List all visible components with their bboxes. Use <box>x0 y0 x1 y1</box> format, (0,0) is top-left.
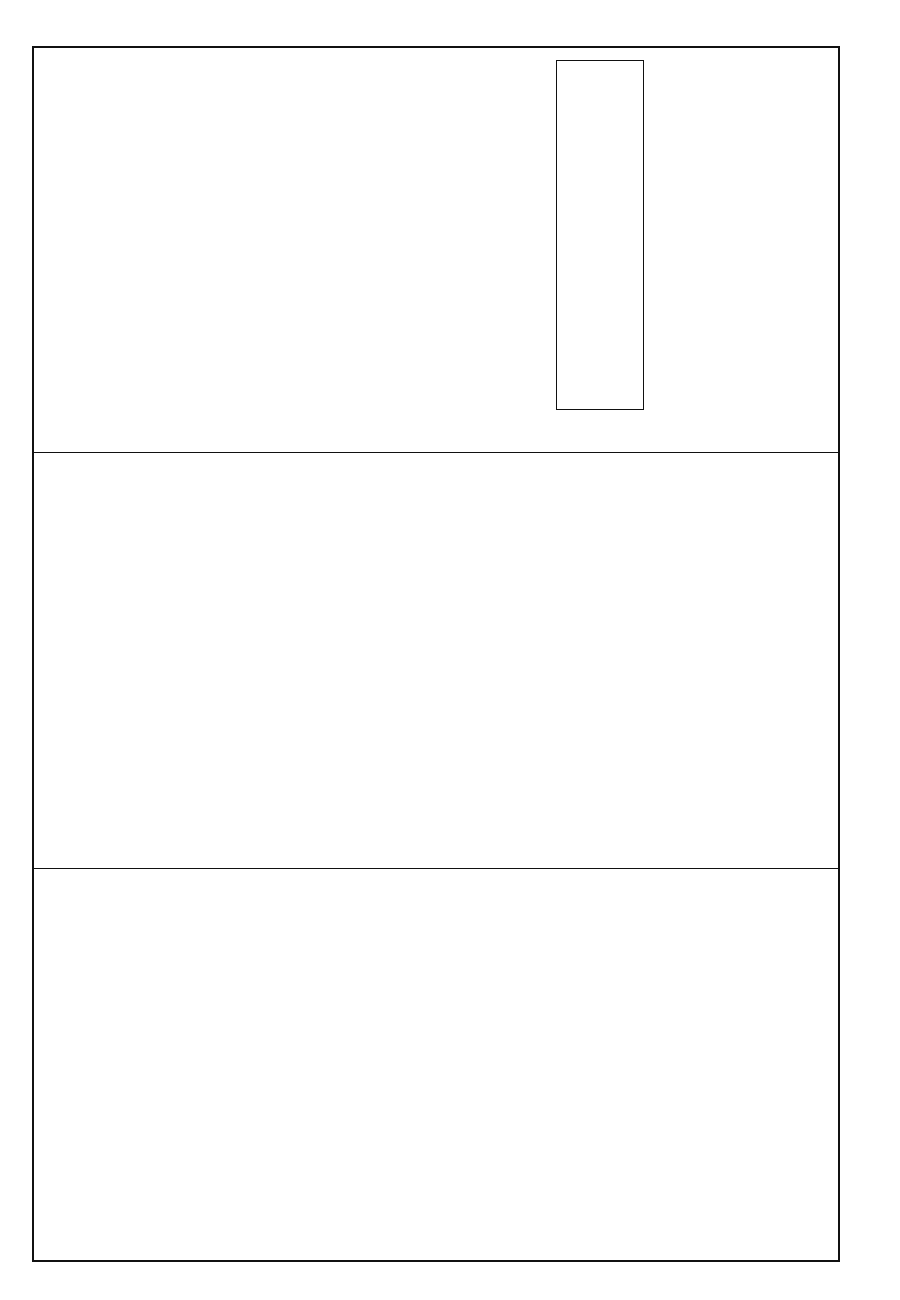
section-divider-1 <box>32 452 840 453</box>
bibliographic-note-box <box>556 60 644 410</box>
section-divider-2 <box>32 868 840 869</box>
page-frame <box>32 46 840 1262</box>
